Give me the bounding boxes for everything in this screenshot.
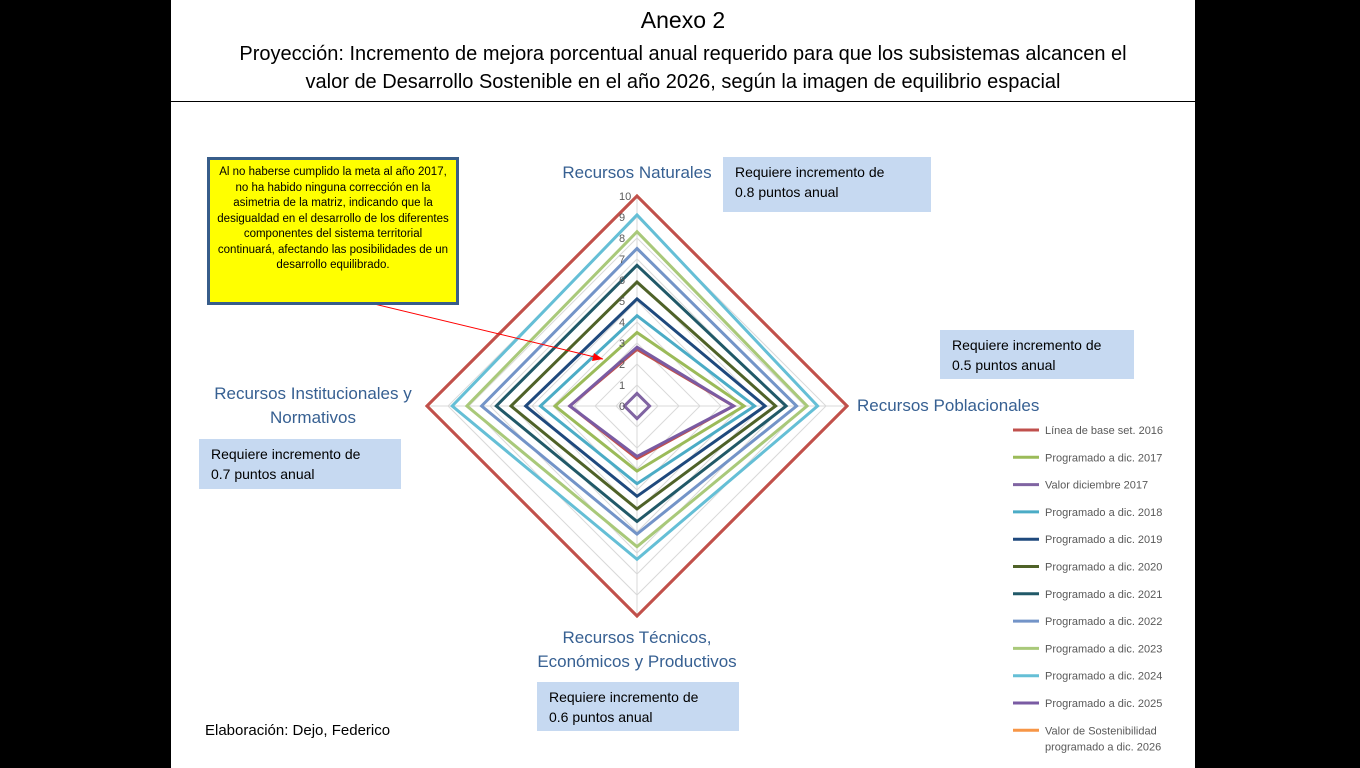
subtitle-line-1: Proyección: Incremento de mejora porcentual anual requerido para que los subsistemas alcancen el [239,43,1127,65]
tick-label: 9 [619,212,626,224]
slide-title: Anexo 2 [640,7,726,33]
tick-label: 0 [619,401,626,413]
callout-tecnicos-line1: Requiere incremento de [549,689,699,705]
legend-label: Programado a dic. 2017 [1045,452,1163,465]
callout-naturales-line1: Requiere incremento de [735,164,885,180]
legend-label: Valor diciembre 2017 [1045,479,1149,492]
legend-label: Programado a dic. 2025 [1045,698,1163,710]
callout-institucionales-line1: Requiere incremento de [211,446,361,462]
axis-label-naturales: Recursos Naturales [562,163,712,182]
tick-label: 8 [619,233,626,245]
axis-label-institucionales-line1: Recursos Institucionales y [214,384,412,403]
tick-label: 6 [619,275,626,287]
legend-label: Programado a dic. 2019 [1045,534,1163,547]
legend-label: Programado a dic. 2021 [1045,588,1163,601]
axis-label-tecnicos-line2: Económicos y Productivos [537,652,737,671]
callout-institucionales-line2: 0.7 puntos anual [211,466,315,482]
legend-label: Programado a dic. 2020 [1045,561,1163,574]
callout-poblacionales-line2: 0.5 puntos anual [952,357,1056,373]
axis-label-institucionales-line2: Normativos [270,408,356,427]
callout-institucionales [199,439,401,489]
series-line [570,349,734,458]
slide [171,0,1195,768]
callout-poblacionales [940,330,1134,379]
callout-naturales [723,157,931,212]
callout-naturales-line2: 0.8 puntos anual [735,184,839,200]
axis-label-tecnicos-line1: Recursos Técnicos, [562,628,712,647]
series-line [570,347,734,456]
legend-label-cont: programado a dic. 2026 [1045,741,1162,754]
tick-label: 10 [619,191,632,203]
radar-chart [171,0,1195,768]
tick-label: 2 [619,359,626,371]
annotation-note: Al no haberse cumplido la meta al año 2017, no ha habido ninguna corrección en la asimetria de la matriz, indicando que la desigualdad en el desarrollo de los diferentes componentes del sistema territorial continuará, afectando las posibilidades de un desarrollo equilibrado. [207,157,459,305]
tick-label: 7 [619,254,626,266]
tick-label: 1 [619,380,626,392]
tick-label: 3 [619,338,626,350]
legend-label: Programado a dic. 2022 [1045,616,1163,629]
legend [1013,425,1163,753]
callout-tecnicos [537,682,739,731]
legend-label: Programado a dic. 2024 [1045,670,1163,683]
subtitle-line-2: valor de Desarrollo Sostenible en el año 2026, según la imagen de equilibrio espacial [305,71,1061,93]
tick-label: 5 [619,296,626,308]
legend-label: Programado a dic. 2023 [1045,643,1163,656]
legend-label: Valor de Sostenibilidad [1045,725,1157,738]
legend-label: Línea de base set. 2016 [1045,425,1164,437]
callout-tecnicos-line2: 0.6 puntos anual [549,709,653,725]
credit: Elaboración: Dejo, Federico [205,722,391,739]
callout-poblacionales-line1: Requiere incremento de [952,337,1102,353]
tick-label: 4 [619,317,626,329]
axis-label-poblacionales: Recursos Poblacionales [857,396,1040,415]
legend-label: Programado a dic. 2018 [1045,506,1163,519]
